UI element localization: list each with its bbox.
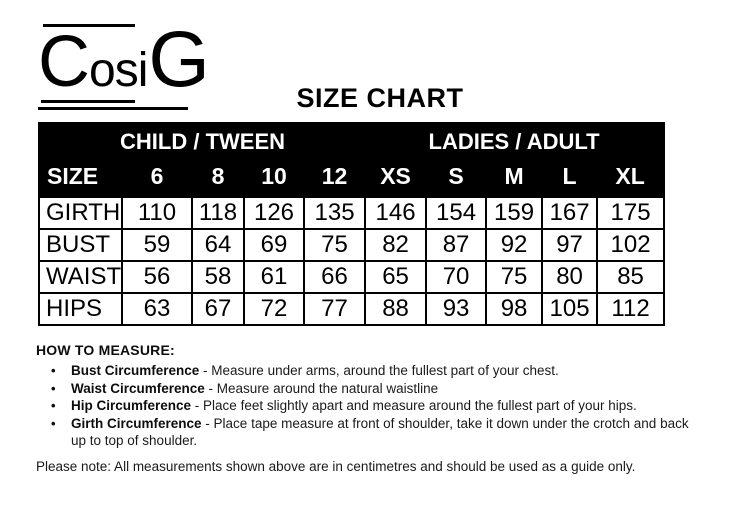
measurement-cell: 61 — [244, 261, 304, 293]
measurement-cell: 80 — [542, 261, 597, 293]
logo-letter-g: G — [148, 14, 209, 103]
measure-desc: - Measure under arms, around the fullest part of your chest. — [199, 363, 559, 378]
measurement-cell: 110 — [122, 197, 192, 229]
measurement-cell: 88 — [365, 293, 426, 325]
logo-letter-c: C — [38, 22, 89, 102]
measurement-cell: 118 — [192, 197, 244, 229]
measurement-cell: 102 — [597, 229, 664, 261]
size-col-header: L — [562, 162, 577, 189]
size-chart-table — [38, 122, 665, 326]
measure-desc: - Place tape measure at front of shoulder, take it down under the crotch and back up to top of shoulder. — [71, 415, 689, 449]
measurement-cell: 70 — [426, 261, 486, 293]
measurement-cell: 105 — [542, 293, 597, 325]
measurement-cell: 112 — [597, 293, 664, 325]
measure-term: Waist Circumference — [71, 380, 205, 396]
how-to-measure-section — [36, 342, 698, 450]
measurements-body — [39, 197, 664, 325]
measurement-cell: 77 — [304, 293, 365, 325]
measurement-cell: 82 — [365, 229, 426, 261]
measurement-cell: 63 — [122, 293, 192, 325]
measurement-cell: 75 — [486, 261, 542, 293]
measure-desc: - Measure around the natural waistline — [204, 380, 439, 396]
measure-term: Girth Circumference — [71, 415, 202, 431]
measure-instruction — [36, 415, 698, 450]
size-col-header: XS — [380, 162, 411, 189]
measure-instruction — [36, 380, 698, 398]
measurement-cell: 159 — [486, 197, 542, 229]
row-label: GIRTH — [39, 197, 122, 229]
measurement-cell: 85 — [597, 261, 664, 293]
measurement-note: Please note: All measurements shown above are in centimetres and should be used as a guide only. — [36, 459, 636, 474]
size-col-header: M — [504, 162, 524, 189]
measure-instruction — [36, 397, 698, 415]
measurement-cell: 56 — [122, 261, 192, 293]
measure-instruction — [36, 362, 698, 380]
measurement-cell: 66 — [304, 261, 365, 293]
page-title: SIZE CHART — [296, 83, 464, 113]
measurement-cell: 59 — [122, 229, 192, 261]
row-label: WAIST — [39, 261, 122, 293]
size-col-header: 12 — [321, 162, 348, 189]
measurement-cell: 154 — [426, 197, 486, 229]
measurement-cell: 98 — [486, 293, 542, 325]
measurement-cell: 126 — [244, 197, 304, 229]
measurement-cell: 64 — [192, 229, 244, 261]
logo-letters-osi: osi — [89, 44, 148, 97]
measurement-cell: 75 — [304, 229, 365, 261]
measure-instructions-list — [36, 362, 698, 450]
measure-term: Bust Circumference — [71, 363, 200, 378]
measurement-cell: 58 — [192, 261, 244, 293]
measurement-cell: 87 — [426, 229, 486, 261]
row-label: BUST — [39, 229, 122, 261]
table-row — [39, 261, 664, 293]
table-row — [39, 229, 664, 261]
measurement-cell: 72 — [244, 293, 304, 325]
group-header-row — [39, 123, 664, 156]
measure-desc: - Place feet slightly apart and measure around the fullest part of your hips. — [191, 398, 637, 414]
measurement-cell: 97 — [542, 229, 597, 261]
measurement-cell: 92 — [486, 229, 542, 261]
measurement-cell: 175 — [597, 197, 664, 229]
size-col-header: XL — [615, 162, 645, 189]
measurement-cell: 67 — [192, 293, 244, 325]
size-header-row — [39, 156, 664, 197]
size-col-header: 10 — [261, 162, 287, 189]
measurement-cell: 69 — [244, 229, 304, 261]
measurement-cell: 93 — [426, 293, 486, 325]
measurement-cell: 135 — [304, 197, 365, 229]
row-label: HIPS — [39, 293, 122, 325]
measurement-cell: 65 — [365, 261, 426, 293]
size-header-label: SIZE — [47, 162, 99, 189]
group-header-ladies-adult: LADIES / ADULT — [428, 128, 600, 154]
measure-term: Hip Circumference — [71, 398, 192, 414]
size-col-header: 6 — [150, 162, 164, 189]
table-row — [39, 293, 664, 325]
group-header-child-tween: CHILD / TWEEN — [120, 128, 286, 154]
table-row — [39, 197, 664, 229]
measurement-cell: 167 — [542, 197, 597, 229]
measurement-cell: 146 — [365, 197, 426, 229]
size-col-header: S — [448, 162, 464, 189]
how-to-measure-heading: HOW TO MEASURE: — [36, 342, 175, 358]
size-col-header: 8 — [211, 162, 225, 189]
